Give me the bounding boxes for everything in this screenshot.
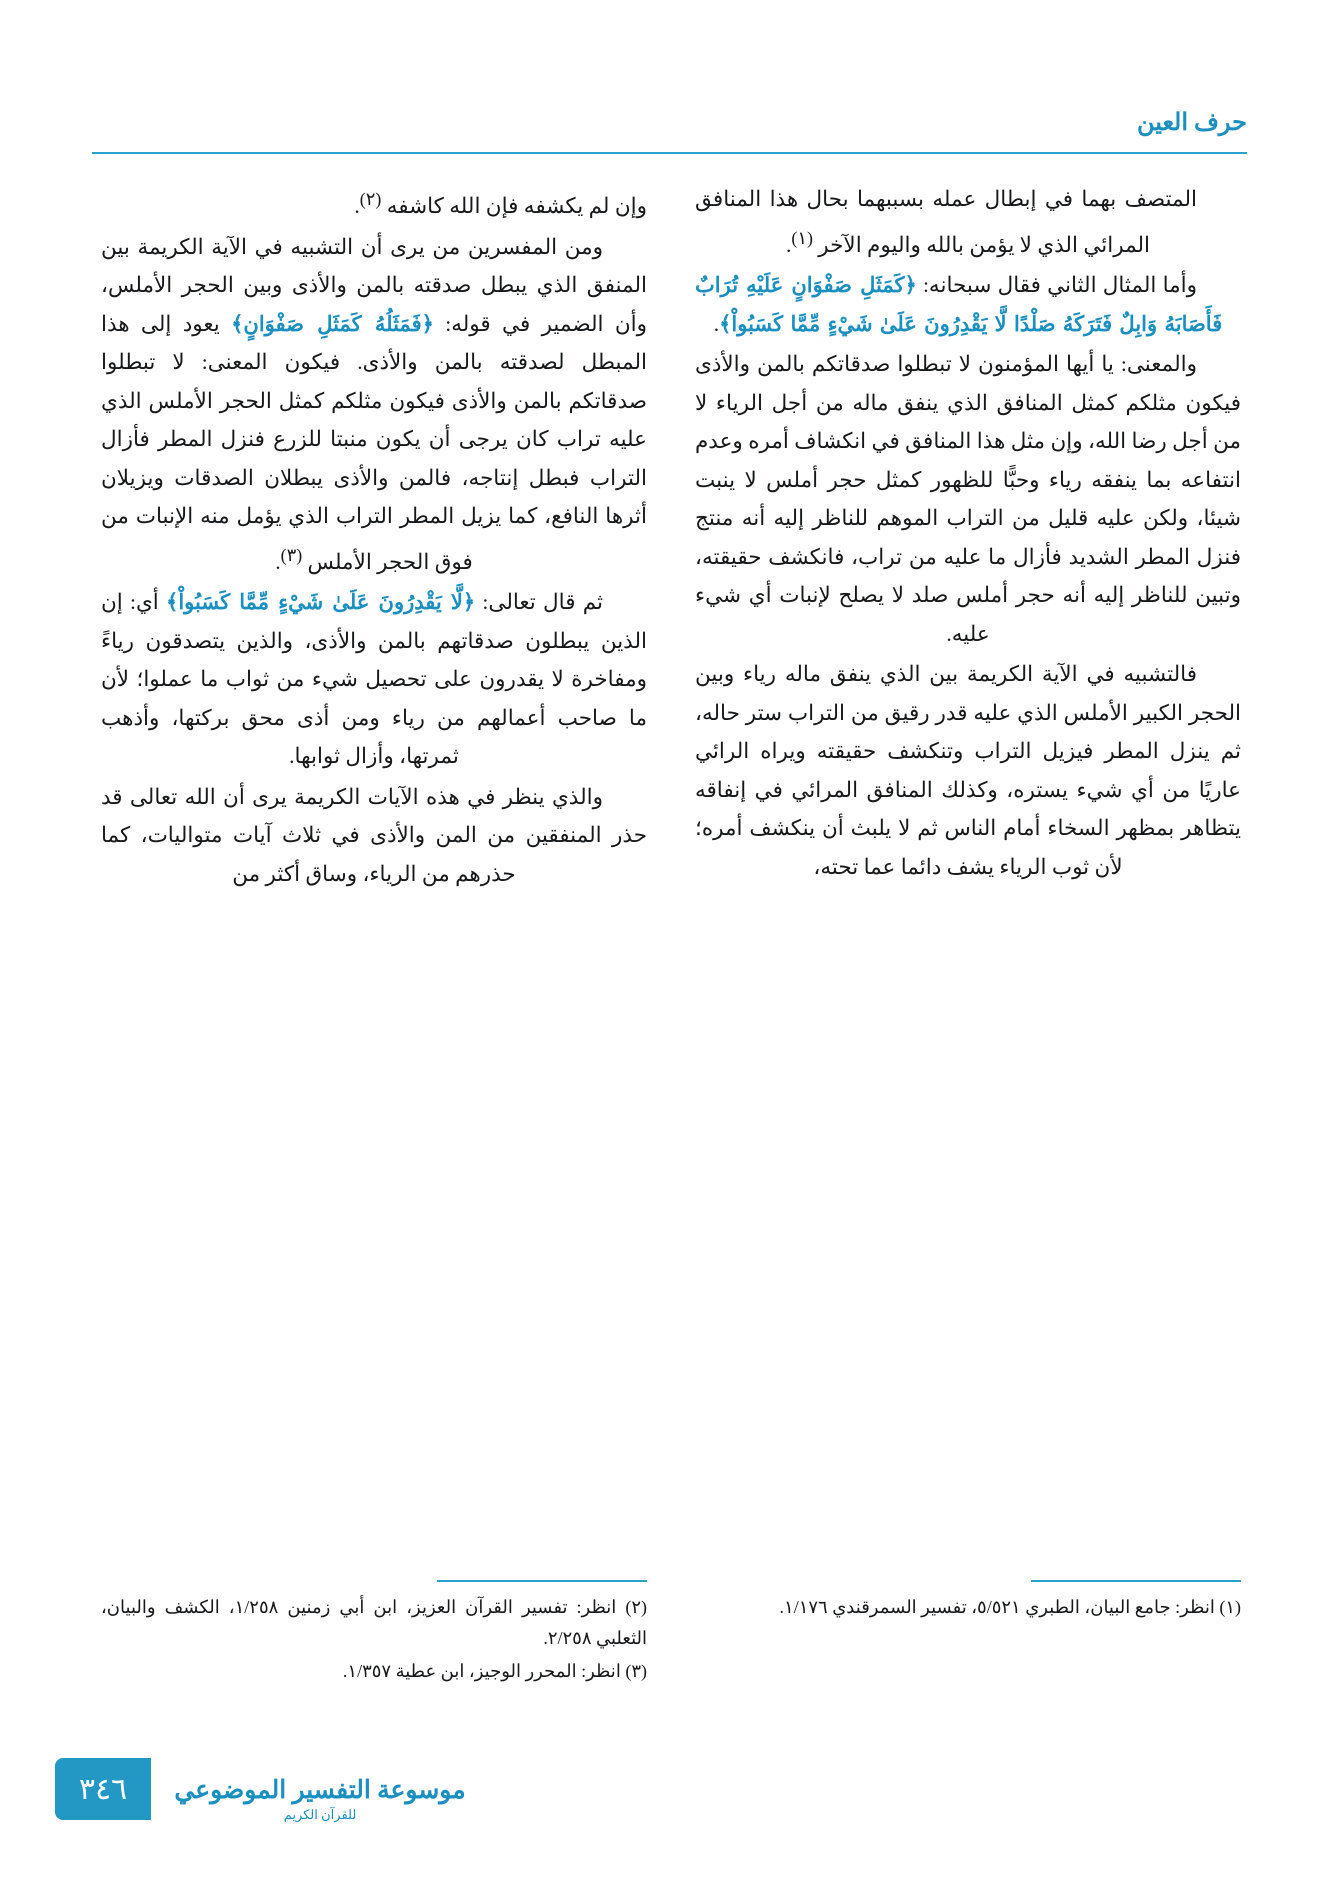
body-paragraph: والمعنى: يا أيها المؤمنون لا تبطلوا صدقاتكم بالمن والأذى فيكون مثلكم كمثل المنافق الذي ينفق ماله من أجل الرياء لا من أجل رضا الله، وإن مثل هذا المنافق في انكشاف أمره وعدم انتفاعه بما ينفقه رياء وحبًّا للظهور كمثل حجر أملس لا ينبت شيئا، ولكن عليه قليل من التراب الموهم للناظر إليه أنه منتج فنزل المطر الشديد فأزال ما عليه من تراب، فانكشف حقيقته، وتبين للناظر إليه أنه حجر أملس صلد لا يصلح لإنبات أي شيء عليه. [695,352,1241,646]
page-footer [0,1728,1339,1838]
body-paragraph: والذي ينظر في هذه الآيات الكريمة يرى أن الله تعالى قد حذر المنفقين من المن والأذى في ثلاث آيات متواليات، كما حذرهم من الرياء، وساق أكثر من [101,784,647,886]
header-divider [92,152,1247,154]
footnote-item: (١) انظر: جامع البيان، الطبري ٥/٥٢١، تفسير السمرقندي ١/١٧٦. [779,1597,1241,1617]
body-paragraph: المتصف بهما في إبطال عمله بسببهما بحال هذا المنافق المرائي الذي لا يؤمن بالله واليوم الآخر $^{(١)}$. [695,187,1197,257]
colophon-subtitle: للقرآن الكريم [283,1807,357,1822]
footnote-divider [1031,1580,1241,1582]
body-paragraph: ثم قال تعالى: ﴿لَّا يَقْدِرُونَ عَلَىٰ شَيْءٍ مِّمَّا كَسَبُواْ﴾ أي: إن الذين يبطلون صدقاتهم بالمن والأذى، والذين يتصدقون رياءً ومفاخرة لا يقدرون على تحصيل شيء من ثواب ما عملوا؛ لأن ما صاحب أعمالهم من رياء ومن أذى محق بركتها، وأذهب ثمرتها، وأزال ثوابها. [101,589,647,769]
footnote-divider [437,1580,647,1582]
footnote-column-right [695,1580,1241,1710]
body-paragraph: وأما المثال الثاني فقال سبحانه: ﴿كَمَثَلِ صَفْوَانٍ عَلَيْهِ تُرَابٌ فَأَصَابَهُ وَابِلٌ فَتَرَكَهُ صَلْدًا لَّا يَقْدِرُونَ عَلَىٰ شَيْءٍ مِّمَّا كَسَبُواْ﴾. [695,272,1223,336]
footnote-column-left [101,1580,647,1710]
page-header [92,108,1247,162]
text-column-right [695,180,1241,1530]
body-paragraph: فالتشبيه في الآية الكريمة بين الذي ينفق ماله رياء وبين الحجر الكبير الأملس الذي عليه قدر رقيق من التراب ستر حاله، ثم ينزل المطر فيزيل التراب وتنكشف حقيقته ويراه الرائي عاريًا من أي شيء يستره، وكذلك المنافق المرائي في إنفاقه يتظاهر بمظهر السخاء أمام الناس ثم لا يلبث أن ينكشف أمره؛ لأن ثوب الرياء يشف دائما عما تحته، [695,662,1241,879]
page-number: ٣٤٦ [55,1758,151,1820]
page-header-title: حرف العين [1136,110,1247,136]
colophon-title: موسوعة التفسير الموضوعي [174,1777,466,1804]
footnotes-area [98,1580,1241,1710]
body-paragraph: وإن لم يكشفه فإن الله كاشفه $^{(٢)}$. [354,189,647,219]
footnote-item: (٢) انظر: تفسير القرآن العزيز، ابن أبي زمنين ١/٢٥٨، الكشف والبيان، الثعلبي ٢/٢٥٨. [101,1597,647,1648]
body-paragraph: ومن المفسرين من يرى أن التشبيه في الآية الكريمة بين المنفق الذي يبطل صدقته بالمن والأذى وبين الحجر الأملس، وأن الضمير في قوله: ﴿فَمَثَلُهُ كَمَثَلِ صَفْوَانٍ﴾ يعود إلى هذا المبطل لصدقته بالمن والأذى. فيكون المعنى: لا تبطلوا صدقاتكم بالمن والأذى فيكون مثلكم كمثل الحجر الأملس الذي عليه تراب كان يرجى أن يكون منبتا للزرع فنزل المطر فأزال التراب فبطل إنتاجه، فالمن والأذى يبطلان الصدقات ويزيلان أثرها النافع، كما يزيل المطر التراب الذي يؤمل منه الإنبات من فوق الحجر الأملس $^{(٣)}$. [101,234,647,574]
body-columns [98,180,1241,1530]
colophon [170,1776,470,1824]
text-column-left [101,180,647,1530]
footnote-item: (٣) انظر: المحرر الوجيز، ابن عطية ١/٣٥٧. [342,1661,647,1681]
